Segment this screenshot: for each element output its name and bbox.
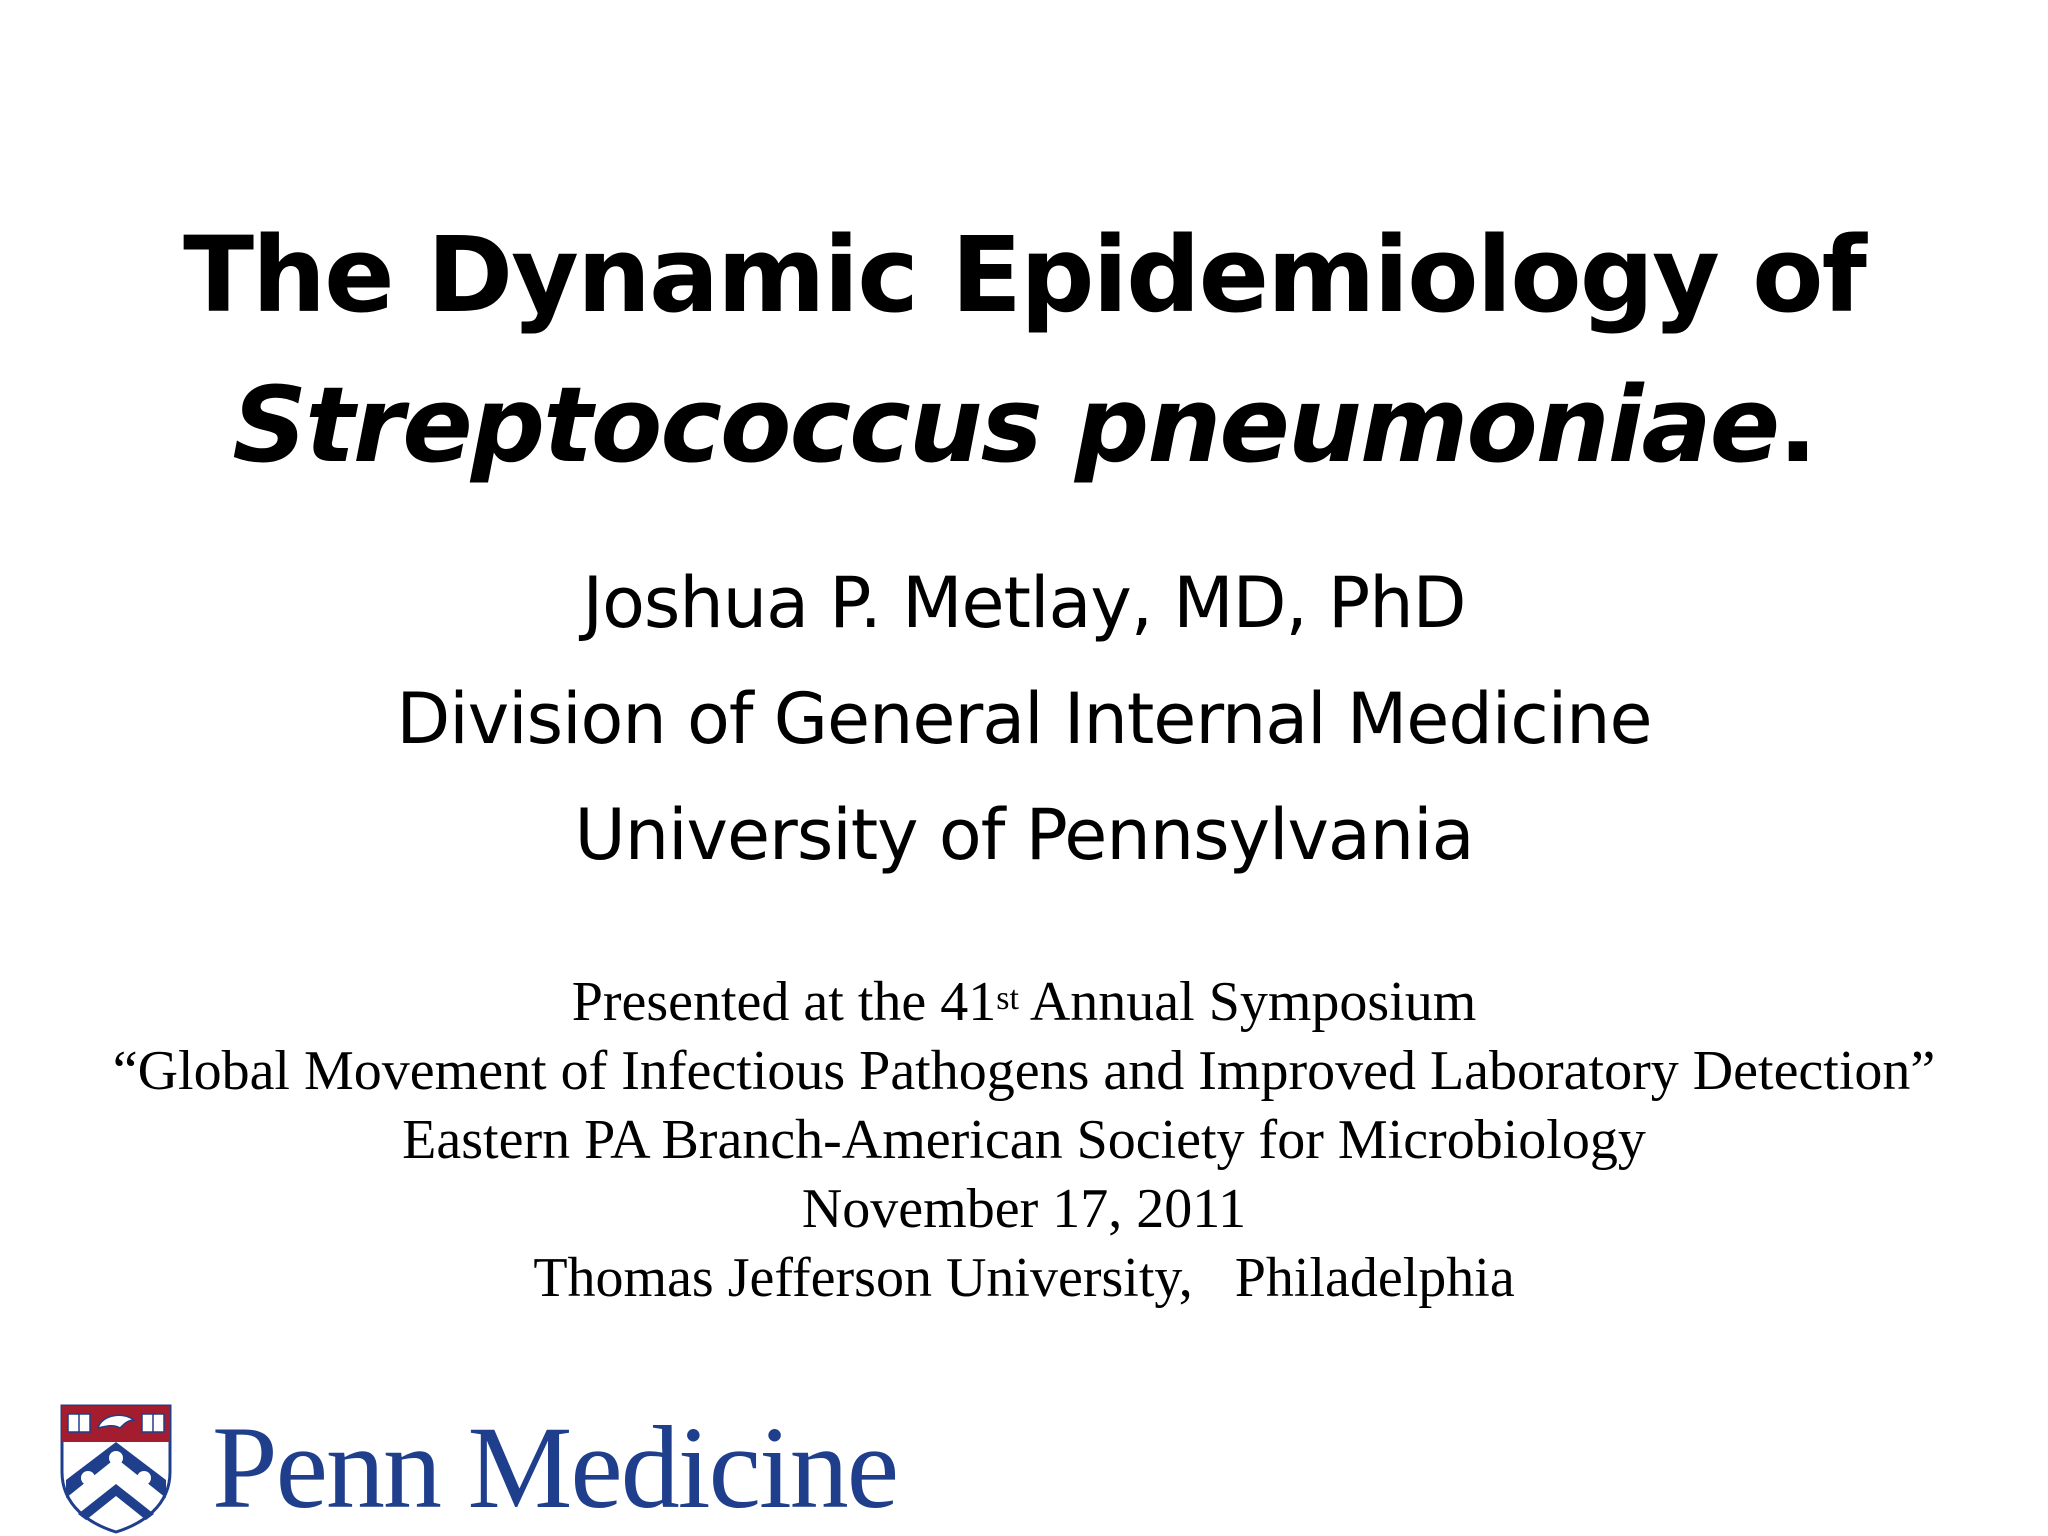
author-block	[0, 545, 2048, 893]
penn-medicine-logo	[58, 1400, 897, 1535]
penn-shield-icon	[58, 1402, 174, 1534]
title-line-1: The Dynamic Epidemiology of	[183, 214, 1865, 336]
title-period: .	[1778, 364, 1816, 486]
symposium-info	[0, 968, 2048, 1313]
presented-prefix: Presented at the 41	[571, 971, 997, 1033]
symposium-branch: Eastern PA Branch-American Society for Microbiology	[402, 1109, 1646, 1171]
presented-line	[0, 968, 2048, 1037]
title-line-2	[0, 350, 2048, 500]
author-division: Division of General Internal Medicine	[396, 678, 1652, 760]
title-species: Streptococcus pneumoniae	[232, 364, 1779, 486]
author-name: Joshua P. Metlay, MD, PhD	[582, 562, 1466, 644]
symposium-theme: “Global Movement of Infectious Pathogens and Improved Laboratory Detection”	[112, 1040, 1936, 1102]
symposium-date: November 17, 2011	[801, 1178, 1247, 1240]
author-university: University of Pennsylvania	[574, 794, 1474, 876]
presented-suffix: Annual Symposium	[1018, 971, 1477, 1033]
symposium-location: Thomas Jefferson University, Philadelphia	[533, 1247, 1515, 1309]
ordinal-suffix: st	[996, 980, 1019, 1017]
logo-text: Penn Medicine	[212, 1401, 898, 1533]
slide-title	[0, 200, 2048, 500]
